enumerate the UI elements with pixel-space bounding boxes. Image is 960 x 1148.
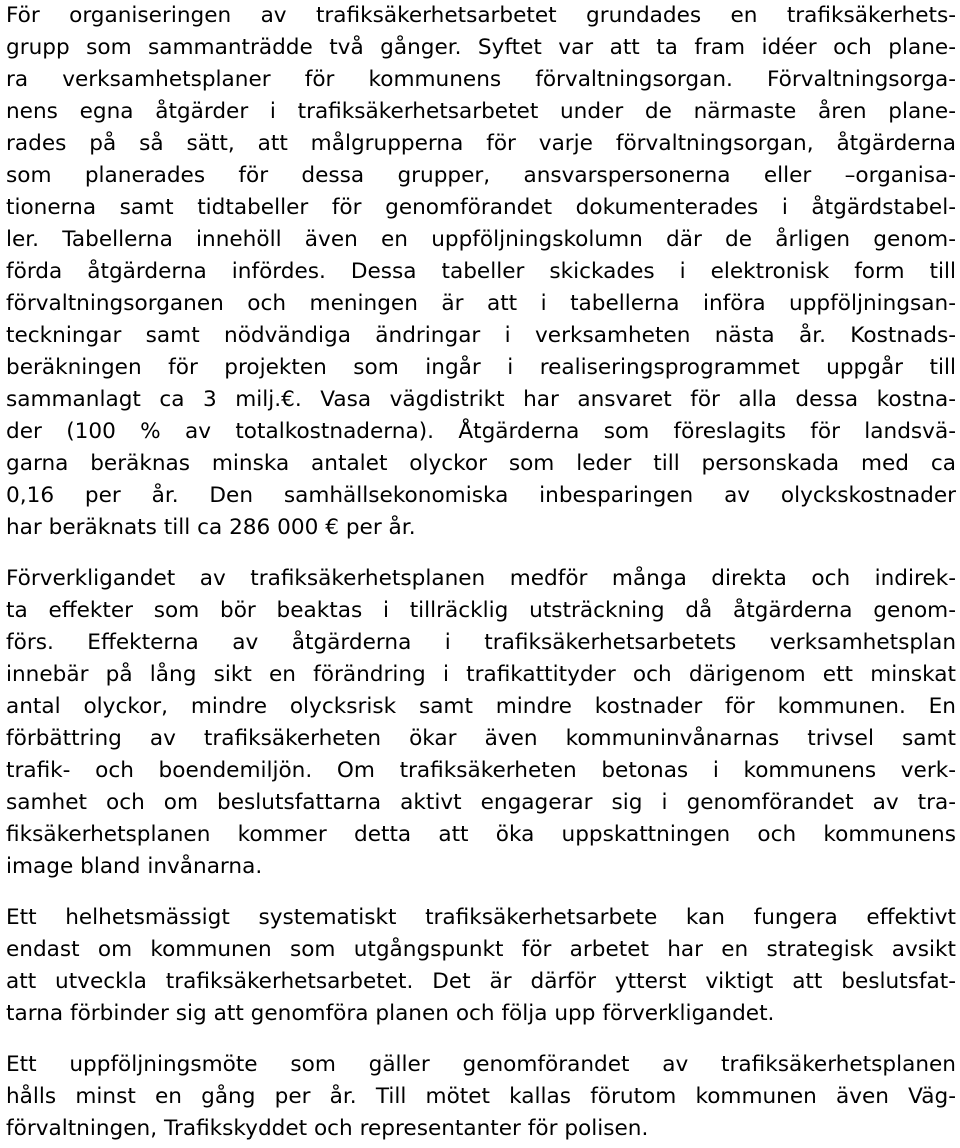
text-line: tarna förbinder sig att genomföra planen och följa upp förverkligandet.: [6, 1001, 775, 1026]
text-line: Ett uppföljningsmöte som gäller genomförandet av trafiksäkerhetsplanen: [6, 1052, 956, 1077]
text-line: teckningar samt nödvändiga ändringar i verksamheten nästa år. Kostnads-: [6, 323, 956, 348]
text-line: som planerades för dessa grupper, ansvarspersonerna eller –organisa-: [6, 163, 956, 188]
text-line: förvaltningsorganen och meningen är att i tabellerna införa uppföljningsan-: [6, 291, 956, 316]
paragraph-follow-up: [6, 1049, 956, 1145]
text-line: förbättring av trafiksäkerheten ökar även kommuninvånarnas trivsel samt: [6, 726, 956, 751]
text-line: sammanlagt ca 3 milj.€. Vasa vägdistrikt har ansvaret för alla dessa kostna-: [6, 387, 956, 412]
text-line: endast om kommunen som utgångspunkt för arbetet har en strategisk avsikt: [6, 937, 956, 962]
text-line: antal olyckor, mindre olycksrisk samt mindre kostnader för kommunen. En: [6, 694, 956, 719]
text-line: förs. Effekterna av åtgärderna i trafiksäkerhetsarbetets verksamhetsplan: [6, 630, 956, 655]
text-line: der (100 % av totalkostnaderna). Åtgärderna som föreslagits för landsvä-: [6, 419, 956, 444]
text-line: fiksäkerhetsplanen kommer detta att öka uppskattningen och kommunens: [6, 822, 956, 847]
text-line: Förverkligandet av trafiksäkerhetsplanen medför många direkta och indirek-: [6, 566, 956, 591]
paragraph-systematic-work: [6, 902, 956, 1030]
text-line: 0,16 per år. Den samhällsekonomiska inbesparingen av olyckskostnader: [6, 483, 956, 508]
text-line: hålls minst en gång per år. Till mötet kallas förutom kommunen även Väg-: [6, 1084, 956, 1109]
text-line: att utveckla trafiksäkerhetsarbetet. Det är därför ytterst viktigt att beslutsfat-: [6, 969, 956, 994]
text-line: trafik- och boendemiljön. Om trafiksäkerheten betonas i kommunens verk-: [6, 758, 956, 783]
text-line: image bland invånarna.: [6, 854, 263, 879]
paragraph-organization: [6, 0, 956, 544]
text-line: beräkningen för projekten som ingår i realiseringsprogrammet uppgår till: [6, 355, 956, 380]
paragraph-spacer: [6, 1030, 956, 1049]
text-line: ra verksamhetsplaner för kommunens förvaltningsorgan. Förvaltningsorga-: [6, 67, 956, 92]
text-line: För organiseringen av trafiksäkerhetsarbetet grundades en trafiksäkerhets-: [6, 3, 956, 28]
text-line: har beräknats till ca 286 000 € per år.: [6, 515, 416, 540]
text-line: garna beräknas minska antalet olyckor som leder till personskada med ca: [6, 451, 956, 476]
text-line: förda åtgärderna infördes. Dessa tabeller skickades i elektronisk form till: [6, 259, 956, 284]
text-line: tionerna samt tidtabeller för genomförandet dokumenterades i åtgärdstabel-: [6, 195, 956, 220]
text-line: rades på så sätt, att målgrupperna för varje förvaltningsorgan, åtgärderna: [6, 131, 956, 156]
text-line: grupp som sammanträdde två gånger. Syftet var att ta fram idéer och plane-: [6, 35, 956, 60]
text-line: Ett helhetsmässigt systematiskt trafiksäkerhetsarbete kan fungera effektivt: [6, 905, 956, 930]
paragraph-spacer: [6, 883, 956, 902]
text-line: ta effekter som bör beaktas i tillräcklig utsträckning då åtgärderna genom-: [6, 598, 956, 623]
paragraph-spacer: [6, 544, 956, 563]
text-line: förvaltningen, Trafikskyddet och representanter för polisen.: [6, 1116, 649, 1141]
text-line: samhet och om beslutsfattarna aktivt engagerar sig i genomförandet av tra-: [6, 790, 956, 815]
document-page: [6, 0, 956, 1145]
paragraph-effects: [6, 563, 956, 883]
text-line: innebär på lång sikt en förändring i trafikattityder och därigenom ett minskat: [6, 662, 956, 687]
text-line: nens egna åtgärder i trafiksäkerhetsarbetet under de närmaste åren plane-: [6, 99, 956, 124]
text-line: ler. Tabellerna innehöll även en uppföljningskolumn där de årligen genom-: [6, 227, 956, 252]
